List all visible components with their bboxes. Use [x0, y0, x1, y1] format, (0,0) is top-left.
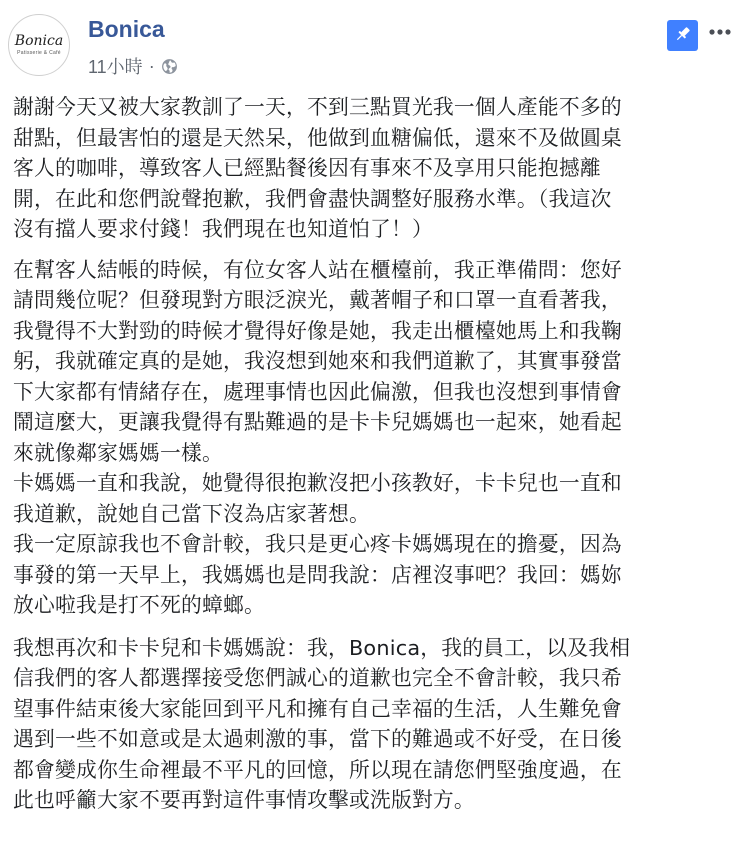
post-line: 鬧這麼大，更讓我覺得有點難過的是卡卡兒媽媽也一起來，她看起	[13, 410, 622, 434]
post-line: 謝謝今天又被大家教訓了一天，不到三點買光我一個人產能不多的	[13, 95, 622, 119]
post-line: 我道歉，說她自己當下沒為店家著想。	[13, 501, 370, 526]
post-line: 開，在此和您們說聲抱歉，我們會盡快調整好服務水準。（我這次	[13, 186, 612, 211]
meta-separator: ·	[148, 55, 155, 76]
post-line: 此也呼籲大家不要再對這件事情攻擊或洗版對方。	[13, 788, 475, 812]
more-options-button[interactable]	[706, 20, 734, 48]
post-line: 放心啦我是打不死的蟑螂。	[13, 593, 265, 617]
post-line: 我一定原諒我也不會計較，我只是更心疼卡媽媽現在的擔憂，因為	[13, 532, 622, 556]
paragraph-gap	[13, 621, 733, 633]
post-paragraph	[13, 255, 733, 621]
post-timestamp[interactable]: 11小時	[88, 57, 143, 77]
pin-post-button[interactable]	[667, 20, 698, 51]
post-line: 甜點，但最害怕的還是天然呆，他做到血糖偏低，還來不及做圓桌	[13, 125, 622, 150]
avatar-logo-subtext: Patisserie & Café	[17, 50, 61, 56]
globe-icon[interactable]	[161, 58, 178, 75]
post-body	[13, 92, 733, 816]
post-line: 卡媽媽一直和我說，她覺得很抱歉沒把小孩教好，卡卡兒也一直和	[13, 471, 622, 495]
post-line: 我覺得不大對勁的時候才覺得好像是她，我走出櫃檯她馬上和我鞠	[13, 318, 622, 343]
post-line: 遇到一些不如意或是太過刺激的事，當下的難過或不好受，在日後	[13, 727, 622, 751]
paragraph-gap	[13, 245, 733, 255]
more-dots-icon	[708, 20, 732, 48]
pin-icon	[674, 25, 692, 47]
post-line: 在幫客人結帳的時候，有位女客人站在櫃檯前，我正準備問：您好	[13, 257, 622, 282]
post-line: 都會變成你生命裡最不平凡的回憶，所以現在請您們堅強度過，在	[13, 757, 622, 782]
post-line: 沒有擋人要求付錢！我們現在也知道怕了！）	[13, 217, 433, 241]
avatar-logo-text: Bonica	[14, 33, 64, 49]
page-name-link[interactable]: Bonica	[88, 16, 165, 42]
post-header	[0, 0, 744, 90]
post-line: 下大家都有情緒存在，處理事情也因此偏激，但我也沒想到事情會	[13, 379, 622, 404]
post-line: 請問幾位呢？但發現對方眼泛淚光，戴著帽子和口罩一直看著我，	[13, 288, 622, 312]
post-line: 來就像鄰家媽媽一樣。	[13, 440, 223, 465]
post-line: 事發的第一天早上，我媽媽也是問我說：店裡沒事吧？我回：媽妳	[13, 562, 622, 587]
post-line: 客人的咖啡，導致客人已經點餐後因有事來不及享用只能抱撼離	[13, 156, 601, 180]
post-paragraph	[13, 633, 733, 816]
avatar[interactable]	[8, 14, 70, 76]
post-line: 我想再次和卡卡兒和卡媽媽說：我，Bonica，我的員工，以及我相	[13, 635, 631, 660]
post-meta	[88, 53, 178, 79]
post-line: 信我們的客人都選擇接受您們誠心的道歉也完全不會計較，我只希	[13, 666, 622, 690]
post-line: 望事件結束後大家能回到平凡和擁有自己幸福的生活，人生難免會	[13, 696, 622, 721]
post-line: 躬，我就確定真的是她，我沒想到她來和我們道歉了，其實事發當	[13, 349, 622, 373]
post-paragraph	[13, 92, 733, 245]
